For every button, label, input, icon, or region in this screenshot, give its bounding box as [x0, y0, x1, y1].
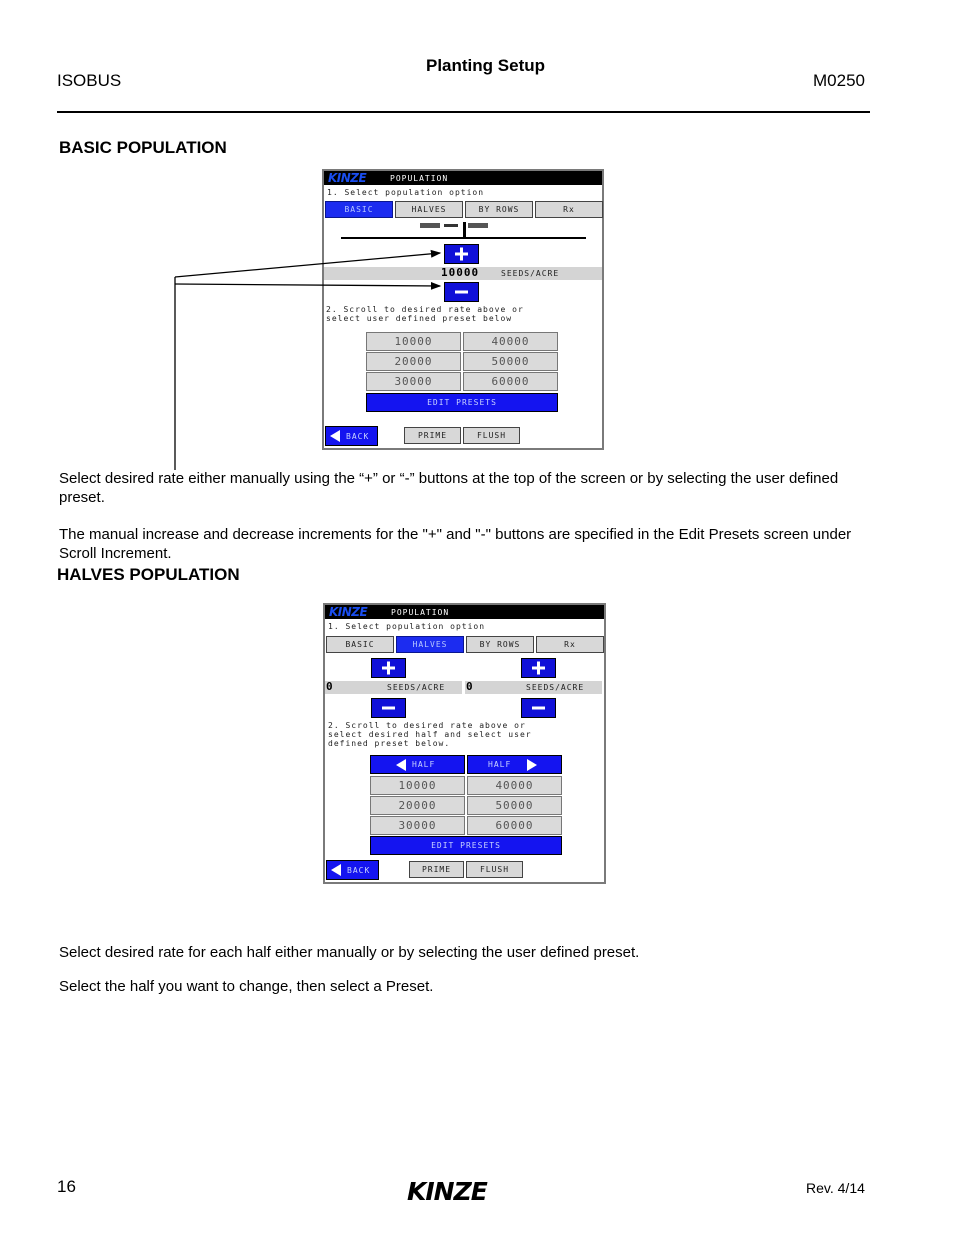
tab-by-rows[interactable]: BY ROWS: [465, 201, 533, 218]
kinze-logo-mini: KINZE: [329, 605, 368, 619]
screen-title: POPULATION: [391, 608, 450, 617]
minus-icon: [372, 699, 405, 717]
prime-button[interactable]: PRIME: [404, 427, 461, 444]
minus-icon: [522, 699, 555, 717]
prime-button[interactable]: PRIME: [409, 861, 464, 878]
preset-button[interactable]: 60000: [463, 372, 558, 391]
halves-paragraph-2: Select the half you want to change, then select a Preset.: [59, 978, 434, 995]
tab-basic[interactable]: BASIC: [325, 201, 393, 218]
header-right: M0250: [813, 71, 865, 90]
right-decrease-button[interactable]: [521, 698, 556, 718]
tab-rx[interactable]: Rx: [536, 636, 604, 653]
back-label: BACK: [347, 866, 371, 875]
preset-button[interactable]: 30000: [366, 372, 461, 391]
kinze-logo-text: KINZE: [407, 1177, 487, 1205]
section-heading-halves: HALVES POPULATION: [57, 565, 240, 584]
basic-paragraph-1: Select desired rate either manually using the “+” or “-” buttons at the top of the screen or by selecting the user defined preset.: [59, 470, 839, 506]
right-rate-unit: SEEDS/ACRE: [526, 683, 585, 692]
back-arrow-icon: [330, 864, 342, 876]
step2-line1: 2. Scroll to desired rate above or: [326, 305, 524, 314]
flush-button[interactable]: FLUSH: [466, 861, 523, 878]
preset-button[interactable]: 50000: [467, 796, 562, 815]
plus-icon: [522, 659, 555, 677]
rate-unit: SEEDS/ACRE: [501, 269, 560, 278]
preset-button[interactable]: 30000: [370, 816, 465, 835]
step2-line3: defined preset below.: [328, 739, 451, 748]
tab-basic[interactable]: BASIC: [326, 636, 394, 653]
preset-button[interactable]: 40000: [463, 332, 558, 351]
revision: Rev. 4/14: [806, 1180, 865, 1196]
header-left: ISOBUS: [57, 71, 122, 90]
tab-rx[interactable]: Rx: [535, 201, 603, 218]
screen-title-bar: [325, 605, 604, 619]
step2-line2: select desired half and select user: [328, 730, 532, 739]
half-right-label: HALF: [488, 760, 512, 769]
triangle-right-icon: [526, 759, 538, 771]
preset-button[interactable]: 20000: [366, 352, 461, 371]
left-decrease-button[interactable]: [371, 698, 406, 718]
page-title: Planting Setup: [426, 56, 545, 75]
preset-button[interactable]: 10000: [366, 332, 461, 351]
left-increase-button[interactable]: [371, 658, 406, 678]
basic-paragraph-2: The manual increase and decrease increments for the "+" and "-" buttons are specified in the Edit Presets screen under Scroll Increment.: [59, 526, 852, 562]
preset-button[interactable]: 20000: [370, 796, 465, 815]
rate-value: 10000: [441, 266, 480, 279]
halves-paragraph-1: Select desired rate for each half either manually or by selecting the user defined preset.: [59, 944, 640, 961]
half-right-button[interactable]: [467, 755, 562, 774]
edit-presets-button[interactable]: EDIT PRESETS: [370, 836, 562, 855]
half-left-button[interactable]: [370, 755, 465, 774]
flush-button[interactable]: FLUSH: [463, 427, 520, 444]
step1-text: 1. Select population option: [327, 188, 485, 197]
triangle-left-icon: [395, 759, 407, 771]
step1-text: 1. Select population option: [328, 622, 486, 631]
right-increase-button[interactable]: [521, 658, 556, 678]
preset-button[interactable]: 10000: [370, 776, 465, 795]
kinze-logo: [405, 1177, 523, 1210]
callout-arrows: [0, 0, 954, 480]
halves-population-screen: [323, 603, 606, 884]
half-left-label: HALF: [412, 760, 436, 769]
edit-presets-button[interactable]: EDIT PRESETS: [366, 393, 558, 412]
step2-line1: 2. Scroll to desired rate above or: [328, 721, 526, 730]
left-rate-value: 0: [326, 680, 334, 693]
preset-button[interactable]: 40000: [467, 776, 562, 795]
step2-line2: select user defined preset below: [326, 314, 513, 323]
preset-button[interactable]: 50000: [463, 352, 558, 371]
section-heading-basic: BASIC POPULATION: [59, 138, 227, 157]
screen-title: POPULATION: [390, 174, 449, 183]
tab-halves[interactable]: HALVES: [395, 201, 463, 218]
left-rate-unit: SEEDS/ACRE: [387, 683, 446, 692]
plus-icon: [372, 659, 405, 677]
kinze-logo-mini: KINZE: [328, 171, 367, 185]
tab-halves[interactable]: HALVES: [396, 636, 464, 653]
right-rate-value: 0: [466, 680, 474, 693]
page-number: 16: [57, 1177, 76, 1196]
tab-by-rows[interactable]: BY ROWS: [466, 636, 534, 653]
preset-button[interactable]: 60000: [467, 816, 562, 835]
back-button[interactable]: [326, 860, 379, 880]
kinze-logo-graphic: [405, 1177, 523, 1205]
back-label: BACK: [346, 432, 370, 441]
